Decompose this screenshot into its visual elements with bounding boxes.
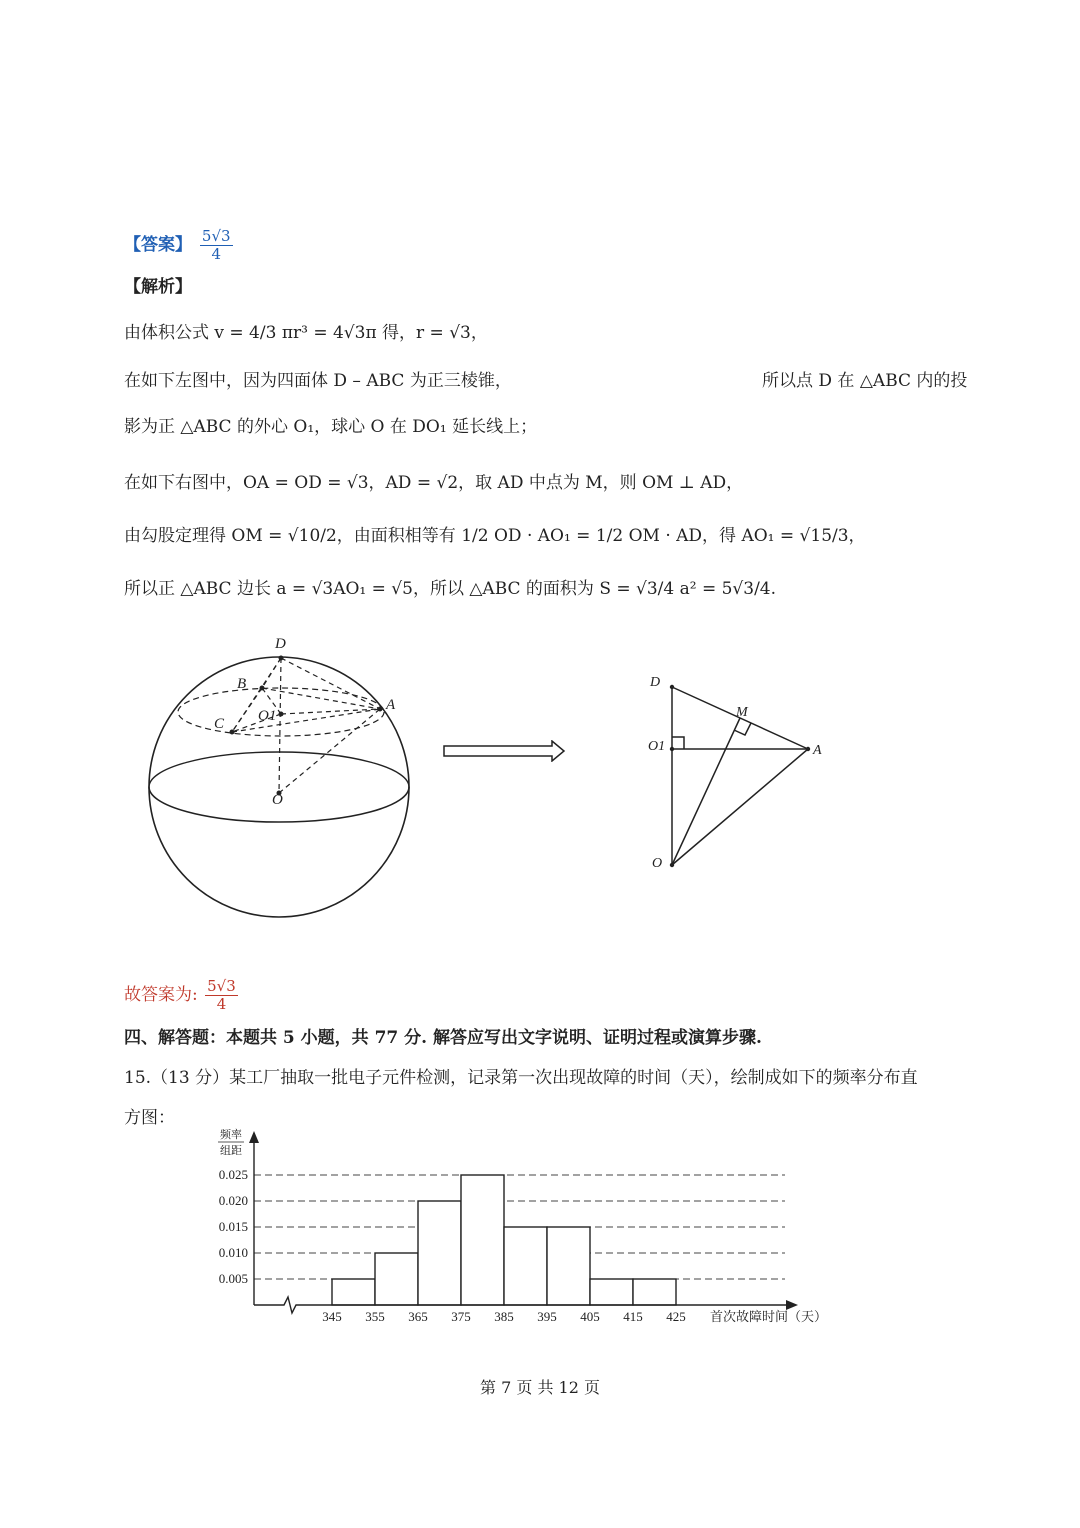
sphere-figure <box>140 628 430 928</box>
right-label-A: A <box>813 743 822 758</box>
left-label-A: A <box>386 697 396 713</box>
x-tick-label: 425 <box>666 1309 686 1324</box>
x-tick-label: 355 <box>365 1309 385 1324</box>
y-tick-label: 0.005 <box>218 1271 248 1286</box>
left-label-O1: O1 <box>258 708 277 724</box>
answer-label: 【答案】 $\frac{5√3}{4}$ <box>124 227 231 263</box>
right-arrow-icon <box>442 740 568 762</box>
x-tick-label: 365 <box>408 1309 428 1324</box>
histogram-bar <box>504 1227 547 1305</box>
solution-line-4: 在如下右图中，OA = OD = √3，AD = √2，取 AD 中点为 M，则 OM ⊥ AD， <box>124 473 744 493</box>
y-axis-arrow-icon <box>249 1131 259 1143</box>
histogram-bar <box>547 1227 590 1305</box>
solution-line-2a: 在如下左图中，因为四面体 D – ABC 为正三棱锥， <box>124 371 512 391</box>
section-heading: 四、解答题：本题共 5 小题，共 77 分. 解答应写出文字说明、证明过程或演算步骤. <box>124 1028 762 1048</box>
left-label-C: C <box>214 716 225 732</box>
solution-line-2b: 所以点 D 在 △ABC 内的投 <box>762 371 968 391</box>
x-tick-label: 385 <box>494 1309 514 1324</box>
histogram-bar <box>418 1201 461 1305</box>
histogram-bar <box>633 1279 676 1305</box>
page-footer: 第 7 页 共 12 页 <box>480 1378 600 1397</box>
x-axis-label: 首次故障时间（天） <box>710 1309 828 1324</box>
x-tick-label: 375 <box>451 1309 471 1324</box>
y-axis-label-bottom: 组距 <box>220 1145 242 1157</box>
left-label-D: D <box>275 636 286 652</box>
right-label-M: M <box>736 705 748 720</box>
x-tick-label: 345 <box>322 1309 342 1324</box>
analysis-label: 【解析】 <box>124 277 192 297</box>
y-axis-label-top: 频率 <box>220 1129 242 1141</box>
histogram-bar <box>375 1253 418 1305</box>
histogram-bar <box>590 1279 633 1305</box>
right-label-O: O <box>652 856 663 871</box>
left-label-O: O <box>272 792 283 808</box>
x-tick-label: 415 <box>623 1309 643 1324</box>
solution-line-6: 所以正 △ABC 边长 a = √3AO₁ = √5，所以 △ABC 的面积为 S = √3/4 a² = 5√3/4. <box>124 579 777 599</box>
triangle-figure <box>640 670 840 880</box>
x-tick-label: 405 <box>580 1309 600 1324</box>
y-tick-label: 0.020 <box>218 1193 248 1208</box>
final-answer: 故答案为: $\frac{5√3}{4}$ <box>124 977 236 1013</box>
answer-fraction: $\frac{5√3}{4}$ <box>201 227 231 263</box>
final-answer-fraction: $\frac{5√3}{4}$ <box>207 977 236 1013</box>
solution-line-3: 影为正 △ABC 的外心 O₁，球心 O 在 DO₁ 延长线上； <box>124 417 538 437</box>
right-label-D: D <box>650 675 661 690</box>
y-tick-label: 0.025 <box>218 1167 248 1182</box>
problem-text-line-1: 15.（13 分）某工厂抽取一批电子元件检测，记录第一次出现故障的时间（天），绘制成如下的频率分布直 <box>124 1068 918 1088</box>
problem-text-line-2: 方图： <box>124 1108 175 1128</box>
frequency-histogram <box>200 1125 860 1340</box>
histogram-bar <box>332 1279 375 1305</box>
y-tick-label: 0.010 <box>218 1245 248 1260</box>
solution-line-1: 由体积公式 v = 4/3 πr³ = 4√3π 得，r = √3， <box>124 323 488 343</box>
histogram-bar <box>461 1175 504 1305</box>
right-label-O1: O1 <box>648 739 666 754</box>
y-tick-label: 0.015 <box>218 1219 248 1234</box>
left-label-B: B <box>237 676 247 692</box>
solution-line-5: 由勾股定理得 OM = √10/2，由面积相等有 1/2 OD · AO₁ = 1/2 OM · AD，得 AO₁ = √15/3， <box>124 526 866 546</box>
x-tick-label: 395 <box>537 1309 557 1324</box>
